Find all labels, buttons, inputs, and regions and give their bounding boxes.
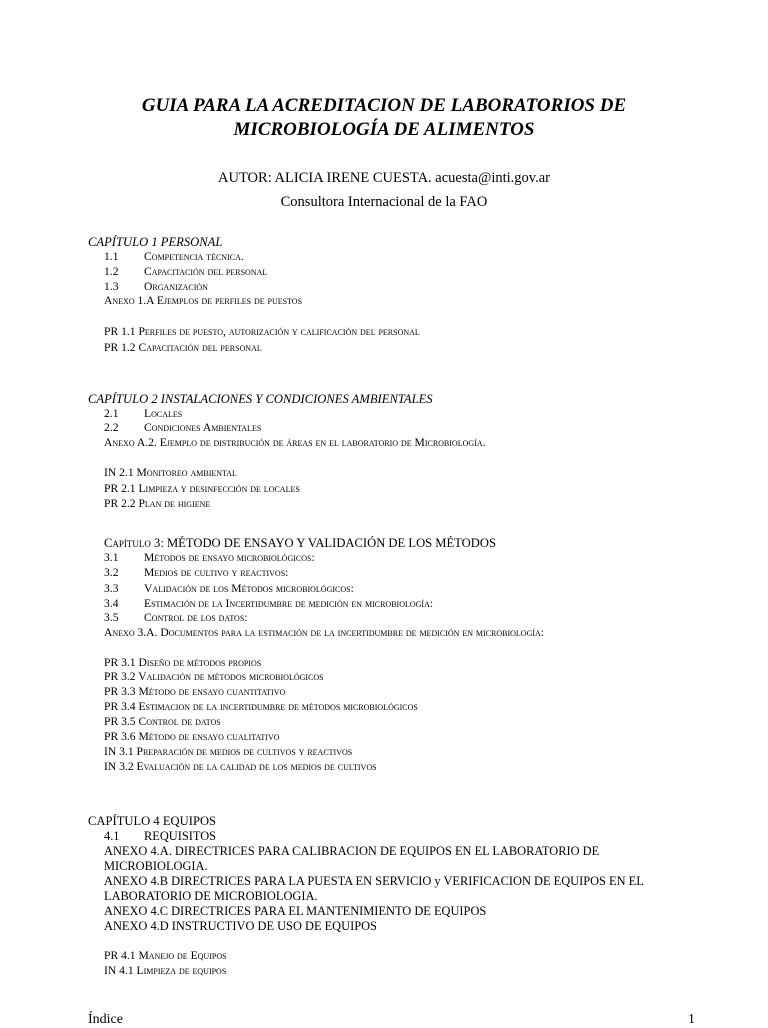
annex-entry: Anexo 3.A. Documentos para la estimación de la incertidumbre de medición en microbiología:: [104, 626, 545, 639]
toc-item: 1.3 Organización: [104, 280, 208, 293]
annex-entry: ANEXO 4.B DIRECTRICES PARA LA PUESTA EN SERVICIO y VERIFICACION DE EQUIPOS EN EL: [104, 874, 644, 888]
footer-label: Índice: [88, 1012, 123, 1027]
toc-item: 3.3 Validación de los Métodos microbiológicos:: [104, 582, 354, 595]
toc-item: 1.2 Capacitación del personal: [104, 265, 268, 278]
annex-entry: LABORATORIO DE MICROBIOLOGIA.: [104, 889, 318, 903]
procedure-entry: PR 3.6 Método de ensayo cualitativo: [104, 730, 280, 743]
toc-item: 3.4 Estimación de la Incertidumbre de medición en microbiología:: [104, 597, 434, 610]
annex-entry: Anexo 1.A Ejemplos de perfiles de puestos: [104, 294, 303, 307]
procedure-entry: PR 2.2 Plan de higiene: [104, 497, 211, 510]
annex-entry: Anexo A.2. Ejemplo de distribución de áreas en el laboratorio de Microbiología.: [104, 436, 486, 449]
toc-item: 1.1 Competencia técnica.: [104, 250, 244, 263]
procedure-entry: PR 3.5 Control de datos: [104, 715, 221, 728]
toc-item: 2.1 Locales: [104, 407, 183, 420]
procedure-entry: IN 4.1 Limpieza de equipos: [104, 964, 227, 977]
procedure-entry: PR 4.1 Manejo de Equipos: [104, 949, 227, 962]
author-line: AUTOR: ALICIA IRENE CUESTA. acuesta@inti.gov.ar: [218, 170, 550, 186]
chapter-1-heading: CAPÍTULO 1 PERSONAL: [88, 235, 223, 249]
chapter-4-heading: CAPÍTULO 4 EQUIPOS: [88, 814, 217, 828]
toc-item: 3.1 Métodos de ensayo microbiológicos:: [104, 551, 315, 564]
procedure-entry: PR 1.1 Perfiles de puesto, autorización y calificación del personal: [104, 325, 420, 338]
toc-item: 2.2 Condiciones Ambientales: [104, 421, 262, 434]
page-number: 1: [688, 1012, 695, 1027]
procedure-entry: PR 3.4 Estimacion de la incertidumbre de métodos microbiológicos: [104, 700, 418, 713]
affiliation-line: Consultora Internacional de la FAO: [280, 194, 488, 210]
procedure-entry: PR 3.3 Método de ensayo cuantitativo: [104, 685, 286, 698]
toc-item: 3.5 Control de los datos:: [104, 611, 248, 624]
procedure-entry: PR 3.1 Diseño de métodos propios: [104, 656, 262, 669]
chapter-3-heading: Capítulo 3: MÉTODO DE ENSAYO Y VALIDACIÓN DE LOS MÉTODOS: [104, 536, 496, 550]
procedure-entry: PR 2.1 Limpieza y desinfección de locales: [104, 482, 300, 495]
procedure-entry: PR 1.2 Capacitación del personal: [104, 341, 262, 354]
annex-entry: ANEXO 4.C DIRECTRICES PARA EL MANTENIMIENTO DE EQUIPOS: [104, 904, 487, 918]
procedure-entry: IN 3.1 Preparación de medios de cultivos y reactivos: [104, 745, 353, 758]
annex-entry: MICROBIOLOGIA.: [104, 859, 208, 873]
document-title-line-1: GUIA PARA LA ACREDITACION DE LABORATORIOS DE: [141, 95, 627, 116]
chapter-2-heading: CAPÍTULO 2 INSTALACIONES Y CONDICIONES AMBIENTALES: [88, 392, 433, 406]
procedure-entry: IN 3.2 Evaluación de la calidad de los medios de cultivos: [104, 760, 377, 773]
annex-entry: ANEXO 4.A. DIRECTRICES PARA CALIBRACION DE EQUIPOS EN EL LABORATORIO DE: [104, 844, 600, 858]
procedure-entry: IN 2.1 Monitoreo ambiental: [104, 466, 237, 479]
annex-entry: ANEXO 4.D INSTRUCTIVO DE USO DE EQUIPOS: [104, 919, 377, 933]
toc-item: 4.1 REQUISITOS: [104, 829, 217, 843]
toc-item: 3.2 Medios de cultivo y reactivos:: [104, 566, 289, 579]
procedure-entry: PR 3.2 Validación de métodos microbiológicos: [104, 670, 324, 683]
document-title-line-2: MICROBIOLOGÍA DE ALIMENTOS: [233, 119, 535, 140]
